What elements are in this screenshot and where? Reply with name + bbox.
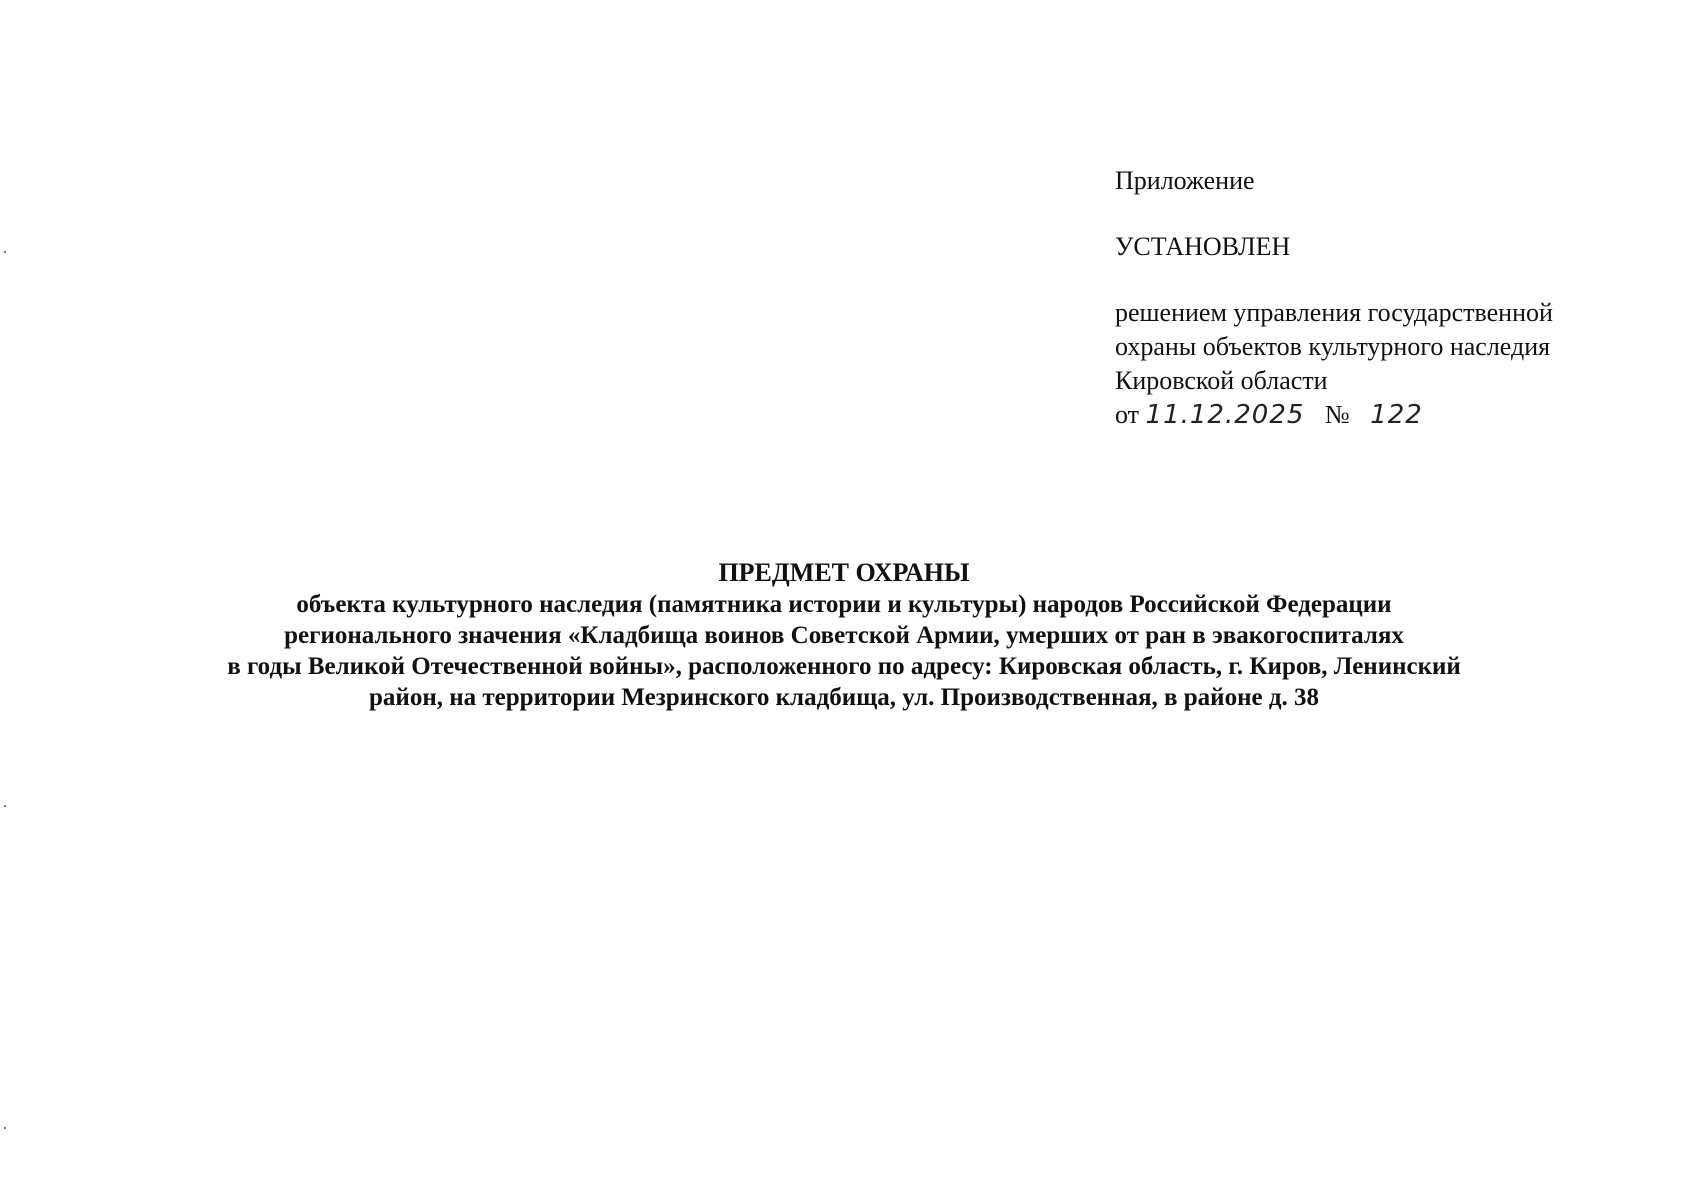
number-sign: №	[1324, 400, 1350, 429]
handwritten-date: 11.12.2025	[1145, 400, 1305, 430]
decision-line-3: Кировской области	[1115, 366, 1328, 395]
heading-title: ПРЕДМЕТ ОХРАНЫ	[718, 558, 970, 587]
date-prefix: от	[1115, 400, 1140, 429]
scan-mark	[4, 251, 6, 253]
scan-mark	[4, 1127, 6, 1129]
document-heading	[0, 557, 1688, 713]
heading-line-2: регионального значения «Кладбища воинов Советской Армии, умерших от ран в эвакогоспиталях	[284, 622, 1404, 649]
scan-mark	[4, 805, 6, 807]
heading-line-3: в годы Великой Отечественной войны», расположенного по адресу: Кировская область, г. Киров, Ленинский	[227, 653, 1461, 680]
decision-line-1: решением управления государственной	[1115, 298, 1553, 327]
approval-block	[1115, 164, 1635, 432]
handwritten-number: 122	[1370, 400, 1423, 430]
established-label: УСТАНОВЛЕН	[1115, 232, 1291, 261]
heading-line-1: объекта культурного наследия (памятника истории и культуры) народов Российской Федерации	[296, 591, 1392, 618]
decision-line-2: охраны объектов культурного наследия	[1115, 332, 1551, 361]
heading-line-4: район, на территории Мезринского кладбища, ул. Производственная, в районе д. 38	[369, 684, 1319, 711]
date-number-line	[1115, 398, 1635, 432]
appendix-label: Приложение	[1115, 166, 1255, 195]
